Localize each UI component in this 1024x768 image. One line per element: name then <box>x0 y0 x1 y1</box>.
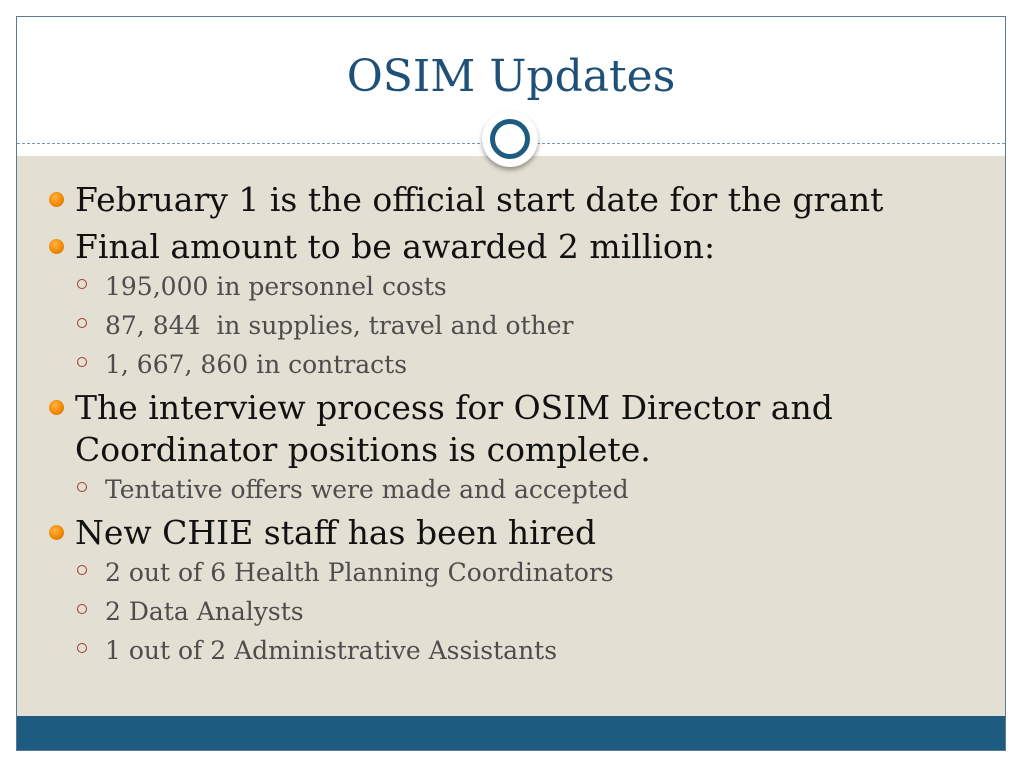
sub-bullet-text: 2 out of 6 Health Planning Coordinators <box>105 558 614 587</box>
sub-bullet-item <box>75 556 977 589</box>
sub-bullet-item <box>75 634 977 667</box>
sub-bullet-text: 87, 844 in supplies, travel and other <box>105 311 574 340</box>
sub-bullet-item <box>75 595 977 628</box>
sub-bullet-ring-icon <box>77 357 87 367</box>
sub-bullet-ring-icon <box>77 565 87 575</box>
sub-bullet-ring-icon <box>77 318 87 328</box>
bullet-dot-icon <box>49 239 64 254</box>
bullet-item <box>47 387 977 506</box>
bullet-text: February 1 is the official start date for the grant <box>75 180 884 219</box>
sub-bullet-ring-icon <box>77 604 87 614</box>
footer-bar <box>17 716 1005 751</box>
sub-bullet-item <box>75 270 977 303</box>
circle-ornament-inner <box>490 119 530 159</box>
slide <box>16 16 1006 751</box>
bullet-dot-icon <box>49 525 64 540</box>
sub-bullet-list <box>75 556 977 667</box>
sub-bullet-text: 1 out of 2 Administrative Assistants <box>105 636 558 665</box>
sub-bullet-text: Tentative offers were made and accepted <box>105 475 629 504</box>
sub-bullet-ring-icon <box>77 643 87 653</box>
circle-ornament-icon <box>482 111 538 167</box>
bullet-dot-icon <box>49 192 64 207</box>
sub-bullet-text: 1, 667, 860 in contracts <box>105 350 408 379</box>
sub-bullet-item <box>75 473 977 506</box>
bullet-dot-icon <box>49 400 64 415</box>
bullet-list <box>47 179 977 673</box>
slide-title: OSIM Updates <box>346 51 676 102</box>
sub-bullet-text: 2 Data Analysts <box>105 597 304 626</box>
bullet-text: Final amount to be awarded 2 million: <box>75 227 716 266</box>
sub-bullet-ring-icon <box>77 279 87 289</box>
bullet-item <box>47 179 977 221</box>
sub-bullet-ring-icon <box>77 482 87 492</box>
bullet-text: The interview process for OSIM Director and Coordinator positions is complete. <box>75 388 833 469</box>
bullet-item <box>47 226 977 381</box>
sub-bullet-list <box>75 270 977 381</box>
bullet-item <box>47 512 977 667</box>
bullet-text: New CHIE staff has been hired <box>75 513 597 552</box>
sub-bullet-item <box>75 348 977 381</box>
sub-bullet-text: 195,000 in personnel costs <box>105 272 447 301</box>
sub-bullet-list <box>75 473 977 506</box>
sub-bullet-item <box>75 309 977 342</box>
